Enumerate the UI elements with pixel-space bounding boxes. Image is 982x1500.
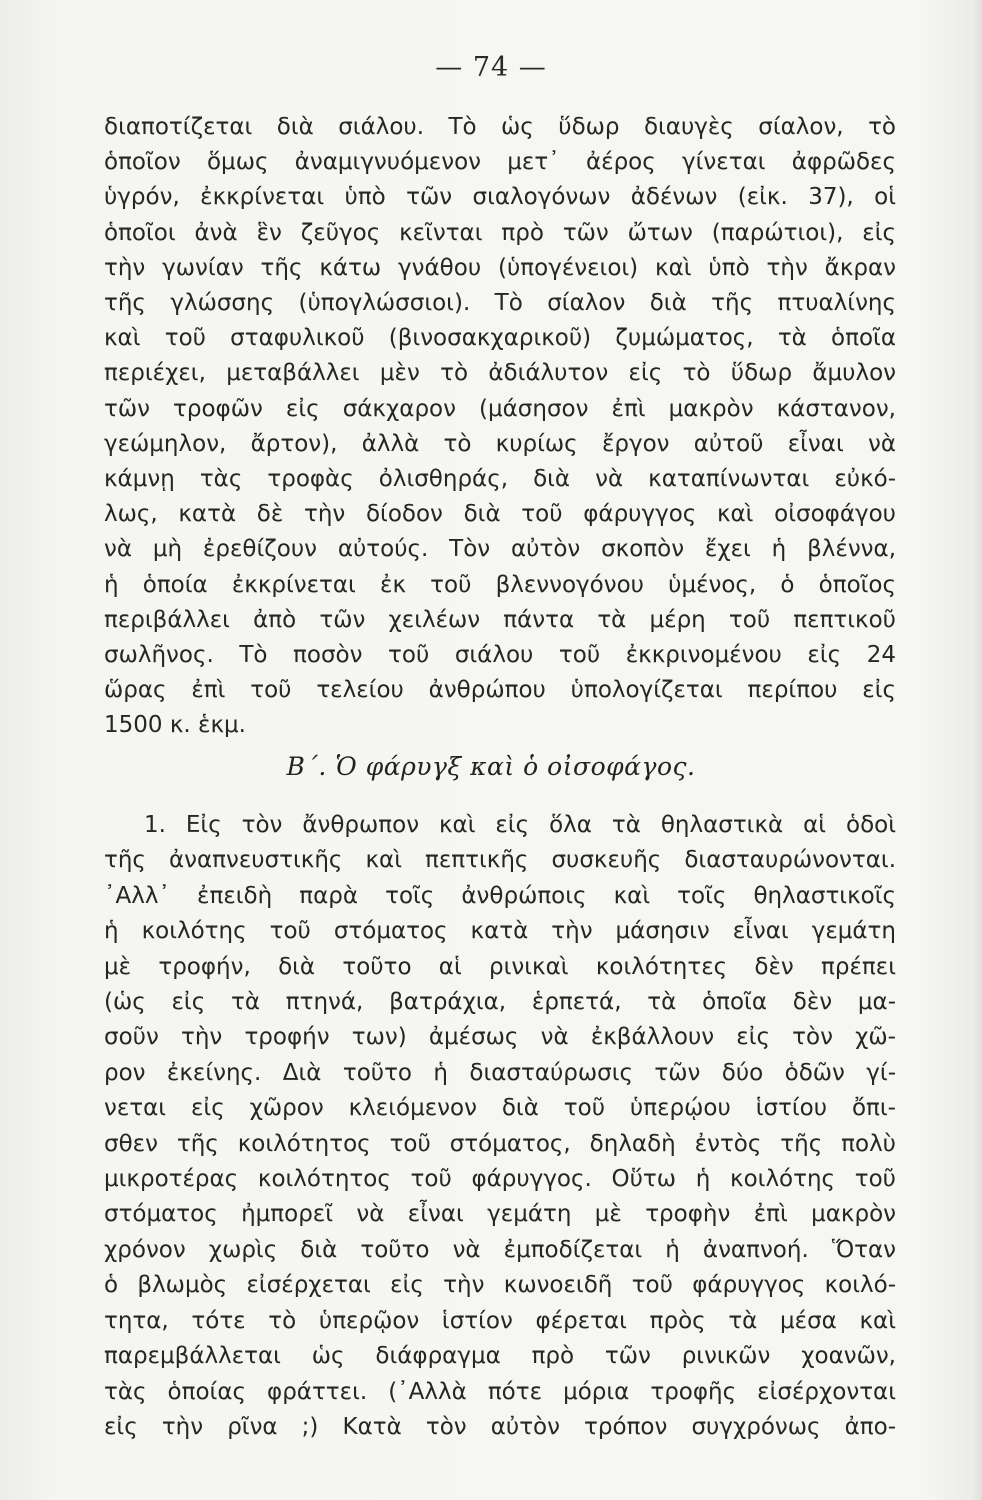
text-line: γεώμηλον, ἄρτον), ἀλλὰ τὸ κυρίως ἔργον αὐτοῦ εἶναι νὰ (104, 430, 896, 457)
text-line: ὑγρόν, ἐκκρίνεται ὑπὸ τῶν σιαλογόνων ἀδένων (εἰκ. 37), οἱ (104, 184, 896, 211)
text-line: τητα, τότε τὸ ὑπερῷον ἱστίον φέρεται πρὸς τὰ μέσα καὶ (104, 1307, 896, 1334)
text-line: μικροτέρας κοιλότητος τοῦ φάρυγγος. Οὕτω ἡ κοιλότης τοῦ (104, 1166, 896, 1193)
text-line: ὁποῖοι ἀνὰ ἓν ζεῦγος κεῖνται πρὸ τῶν ὤτων (παρώτιοι), εἰς (104, 219, 896, 246)
text-line: τὴν γωνίαν τῆς κάτω γνάθου (ὑπογένειοι) καὶ ὑπὸ τὴν ἄκραν (104, 254, 896, 281)
text-line: στόματος ἠμπορεῖ νὰ εἶναι γεμάτη μὲ τροφὴν ἐπὶ μακρὸν (104, 1201, 896, 1228)
text-line: νὰ μὴ ἐρεθίζουν αὐτούς. Τὸν αὐτὸν σκοπὸν ἔχει ἡ βλέννα, (104, 536, 896, 563)
page-edge-shadow (972, 0, 982, 1500)
text-line: τῆς ἀναπνευστικῆς καὶ πεπτικῆς συσκευῆς διασταυρώνονται. (104, 847, 896, 874)
text-line: ὁποῖον ὅμως ἀναμιγνυόμενον μετ᾽ ἀέρος γίνεται ἀφρῶδες (104, 149, 896, 176)
text-line: χρόνον χωρὶς διὰ τοῦτο νὰ ἐμποδίζεται ἡ ἀναπνοή. Ὅταν (104, 1236, 896, 1263)
text-line: σοῦν τὴν τροφήν των) ἀμέσως νὰ ἐκβάλλουν εἰς τὸν χῶ- (104, 1024, 896, 1051)
text-line: μὲ τροφήν, διὰ τοῦτο αἱ ρινικαὶ κοιλότητες δὲν πρέπει (104, 953, 896, 980)
paragraph-pharynx (104, 808, 896, 1445)
text-line: περιέχει, μεταβάλλει μὲν τὸ ἀδιάλυτον εἰς τὸ ὕδωρ ἄμυλον (104, 360, 896, 387)
text-line: ἡ κοιλότης τοῦ στόματος κατὰ τὴν μάσησιν εἶναι γεμάτη (104, 918, 896, 945)
text-line: ᾿Αλλ᾿ ἐπειδὴ παρὰ τοῖς ἀνθρώποις καὶ τοῖς θηλαστικοῖς (104, 882, 896, 909)
text-line: ρον ἐκείνης. Διὰ τοῦτο ἡ διασταύρωσις τῶν δύο ὁδῶν γί- (104, 1059, 896, 1086)
text-line: ὥρας ἐπὶ τοῦ τελείου ἀνθρώπου ὑπολογίζεται περίπου εἰς (104, 677, 896, 704)
text-line: ἡ ὁποία ἐκκρίνεται ἐκ τοῦ βλεννογόνου ὑμένος, ὁ ὁποῖος (104, 571, 896, 598)
text-line: καὶ τοῦ σταφυλικοῦ (βινοσακχαρικοῦ) ζυμώματος, τὰ ὁποῖα (104, 325, 896, 352)
text-line: 1500 κ. ἑκμ. (104, 712, 246, 739)
text-line: κάμνῃ τὰς τροφὰς ὀλισθηράς, διὰ νὰ καταπίνωνται εὐκό- (104, 466, 896, 493)
text-line: σωλῆνος. Τὸ ποσὸν τοῦ σιάλου τοῦ ἐκκρινομένου εἰς 24 (104, 642, 896, 669)
text-line: λως, κατὰ δὲ τὴν δίοδον διὰ τοῦ φάρυγγος καὶ οἰσοφάγου (104, 501, 896, 528)
text-line: ὁ βλωμὸς εἰσέρχεται εἰς τὴν κωνοειδῆ τοῦ φάρυγγος κοιλό- (104, 1272, 896, 1299)
text-line: εἰς τὴν ρῖνα ;) Κατὰ τὸν αὐτὸν τρόπον συγχρόνως ἀπο- (104, 1413, 896, 1440)
text-line: τῆς γλώσσης (ὑπογλώσσιοι). Τὸ σίαλον διὰ τῆς πτυαλίνης (104, 290, 896, 317)
text-line: νεται εἰς χῶρον κλειόμενον διὰ τοῦ ὑπερῴου ἱστίου ὄπι- (104, 1095, 896, 1122)
paragraph-saliva (104, 110, 896, 744)
text-line: σθεν τῆς κοιλότητος τοῦ στόματος, δηλαδὴ ἐντὸς τῆς πολὺ (104, 1130, 896, 1157)
text-line: περιβάλλει ἀπὸ τῶν χειλέων πάντα τὰ μέρη τοῦ πεπτικοῦ (104, 606, 896, 633)
section-heading: Β΄. Ὁ φάρυγξ καὶ ὁ οἰσοφάγος. (286, 752, 696, 781)
text-line: παρεμβάλλεται ὡς διάφραγμα πρὸ τῶν ρινικῶν χοανῶν, (104, 1343, 896, 1370)
text-line: διαποτίζεται διὰ σιάλου. Τὸ ὡς ὕδωρ διαυγὲς σίαλον, τὸ (104, 114, 896, 140)
text-line: 1. Εἰς τὸν ἄνθρωπον καὶ εἰς ὅλα τὰ θηλαστικὰ αἱ ὁδοὶ (144, 812, 896, 838)
text-line: τῶν τροφῶν εἰς σάκχαρον (μάσησον ἐπὶ μακρὸν κάστανον, (104, 395, 896, 422)
text-line: (ὡς εἰς τὰ πτηνά, βατράχια, ἑρπετά, τὰ ὁποῖα δὲν μα- (104, 989, 896, 1016)
text-line: τὰς ὁποίας φράττει. (᾿Αλλὰ πότε μόρια τροφῆς εἰσέρχονται (104, 1378, 896, 1405)
page-number: — 74 — (435, 52, 547, 83)
